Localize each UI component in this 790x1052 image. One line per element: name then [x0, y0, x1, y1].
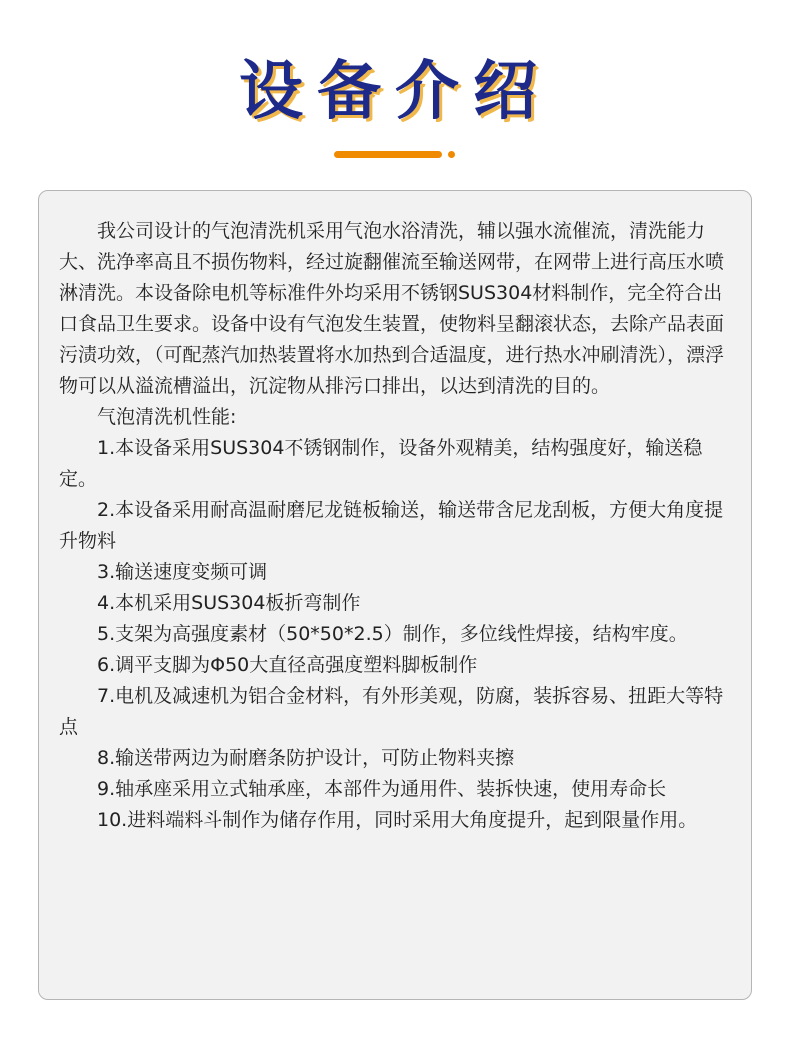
performance-heading: 气泡清洗机性能:	[97, 406, 237, 428]
underline-dot	[448, 151, 455, 158]
feature-item-9: 9.轴承座采用立式轴承座，本部件为通用件、装拆快速，使用寿命长	[97, 778, 667, 800]
feature-item-3: 3.输送速度变频可调	[97, 561, 268, 583]
feature-item-2: 2.本设备采用耐高温耐磨尼龙链板输送，输送带含尼龙刮板，方便大角度提升物料	[59, 499, 724, 552]
description-panel	[38, 190, 752, 1000]
feature-item-1: 1.本设备采用SUS304不锈钢制作，设备外观精美，结构强度好，输送稳定。	[59, 437, 703, 490]
feature-item-10: 10.进料端料斗制作为储存作用，同时采用大角度提升，起到限量作用。	[97, 809, 698, 831]
feature-item-4: 4.本机采用SUS304板折弯制作	[97, 592, 361, 614]
title-underline-decoration	[334, 150, 456, 158]
feature-item-5: 5.支架为高强度素材（50*50*2.5）制作，多位线性焊接，结构牢度。	[97, 623, 688, 645]
underline-bar	[334, 151, 442, 158]
feature-item-8: 8.输送带两边为耐磨条防护设计，可防止物料夹擦	[97, 747, 515, 769]
page-title: 设备介绍	[239, 54, 551, 129]
intro-paragraph: 我公司设计的气泡清洗机采用气泡水浴清洗，辅以强水流催流，清洗能力大、洗净率高且不损伤物料，经过旋翻催流至输送网带，在网带上进行高压水喷淋清洗。本设备除电机等标准件外均采用不锈钢SUS304材料制作，完全符合出口食品卫生要求。设备中设有气泡发生装置，使物料呈翻滚状态，去除产品表面污渍功效，（可配蒸汽加热装置将水加热到合适温度，进行热水冲刷清洗），漂浮物可以从溢流槽溢出，沉淀物从排污口排出，以达到清洗的目的。	[59, 220, 725, 397]
feature-item-7: 7.电机及减速机为铝合金材料，有外形美观，防腐，装拆容易、扭距大等特点	[59, 685, 724, 738]
feature-item-6: 6.调平支脚为Φ50大直径高强度塑料脚板制作	[97, 654, 478, 676]
